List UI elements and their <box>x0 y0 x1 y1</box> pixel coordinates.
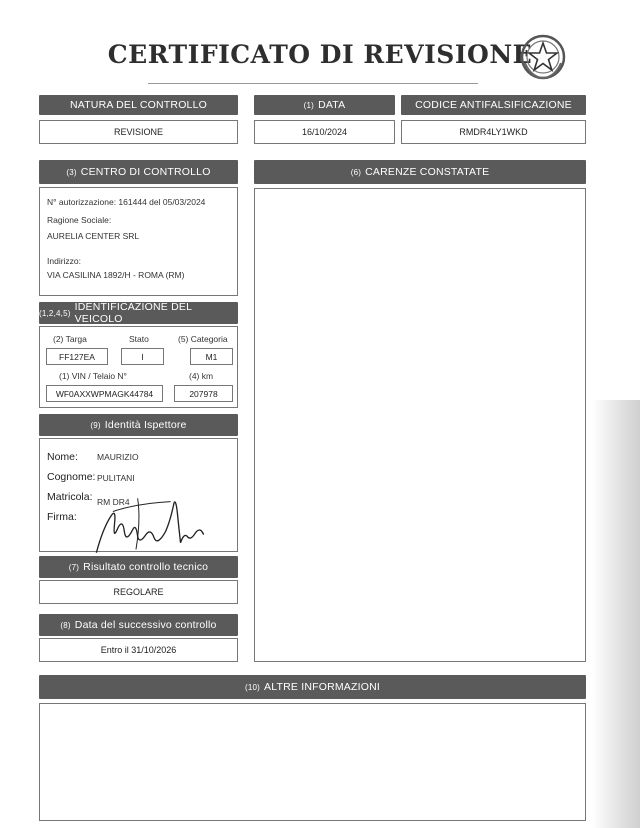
italian-emblem-icon <box>519 33 567 81</box>
altre-header-label: ALTRE INFORMAZIONI <box>264 681 381 693</box>
categoria-label: (5) Categoria <box>178 334 228 344</box>
risultato-header <box>39 556 238 578</box>
successivo-header-label: Data del successivo controllo <box>74 619 217 631</box>
veicolo-box <box>39 326 238 408</box>
centro-box <box>39 187 238 296</box>
centro-ragione-value: AURELIA CENTER SRL <box>47 231 140 241</box>
natura-header <box>39 95 238 115</box>
km-value: 207978 <box>189 388 218 399</box>
altre-header-number: (10) <box>244 682 261 692</box>
nome-value: MAURIZIO <box>97 452 139 462</box>
codice-header <box>401 95 586 115</box>
centro-indirizzo-label: Indirizzo: <box>47 256 82 266</box>
targa-field <box>46 348 108 365</box>
data-header <box>254 95 395 115</box>
data-header-number: (1) <box>303 100 315 110</box>
centro-header-number: (3) <box>66 167 77 177</box>
ispettore-box <box>39 438 238 552</box>
data-header-label: DATA <box>318 99 346 111</box>
centro-header <box>39 160 238 184</box>
vin-label: (1) VIN / Telaio N° <box>59 371 127 381</box>
carenze-header-label: CARENZE CONSTATATE <box>365 166 490 178</box>
firma-label: Firma: <box>47 511 77 523</box>
veicolo-header <box>39 302 238 324</box>
categoria-value: M1 <box>205 351 218 362</box>
veicolo-header-label: IDENTIFICAZIONE DEL VEICOLO <box>74 301 192 325</box>
km-label: (4) km <box>189 371 214 381</box>
data-value: 16/10/2024 <box>301 127 348 137</box>
scan-shadow <box>592 400 640 828</box>
codice-header-label: CODICE ANTIFALSIFICAZIONE <box>415 99 572 111</box>
matricola-label: Matricola: <box>47 491 93 503</box>
matricola-value: RM DR4 <box>97 497 130 507</box>
centro-indirizzo-value: VIA CASILINA 1892/H - ROMA (RM) <box>47 270 185 280</box>
risultato-value-box <box>39 580 238 604</box>
stato-field <box>121 348 164 365</box>
natura-value: REVISIONE <box>113 127 163 137</box>
carenze-header <box>254 160 586 184</box>
stato-value: I <box>141 351 144 362</box>
vin-field <box>46 385 163 402</box>
cognome-value: PULITANI <box>97 473 135 483</box>
stato-label: Stato <box>129 334 149 344</box>
cognome-label: Cognome: <box>47 471 96 483</box>
targa-label: (2) Targa <box>53 334 87 344</box>
codice-value: RMDR4LY1WKD <box>459 127 528 137</box>
ispettore-header-number: (9) <box>90 420 101 430</box>
carenze-header-number: (6) <box>350 167 362 177</box>
successivo-value: Entro il 31/10/2026 <box>100 645 177 655</box>
natura-value-box <box>39 120 238 144</box>
title-underline <box>148 83 478 84</box>
veicolo-header-number: (1,2,4,5) <box>39 308 71 318</box>
categoria-field <box>190 348 233 365</box>
ispettore-header <box>39 414 238 436</box>
natura-header-label: NATURA DEL CONTROLLO <box>69 99 208 111</box>
successivo-header-number: (8) <box>60 620 71 630</box>
successivo-value-box <box>39 638 238 662</box>
centro-ragione-label: Ragione Sociale: <box>47 215 112 225</box>
ispettore-header-label: Identità Ispettore <box>104 419 187 431</box>
risultato-value: REGOLARE <box>113 587 164 597</box>
nome-label: Nome: <box>47 451 78 463</box>
centro-autorizzazione: N° autorizzazione: 161444 del 05/03/2024 <box>47 197 206 207</box>
inspector-signature <box>85 495 215 561</box>
codice-value-box <box>401 120 586 144</box>
centro-header-label: CENTRO DI CONTROLLO <box>80 166 211 178</box>
document-title: CERTIFICATO DI REVISIONE <box>107 40 533 69</box>
carenze-box <box>254 188 586 662</box>
altre-header <box>39 675 586 699</box>
successivo-header <box>39 614 238 636</box>
data-value-box <box>254 120 395 144</box>
km-field <box>174 385 233 402</box>
risultato-header-label: Risultato controllo tecnico <box>83 561 209 573</box>
altre-box <box>39 703 586 821</box>
targa-value: FF127EA <box>59 351 95 362</box>
vin-value: WF0AXXWPMAGK44784 <box>55 388 154 399</box>
risultato-header-number: (7) <box>68 562 80 572</box>
